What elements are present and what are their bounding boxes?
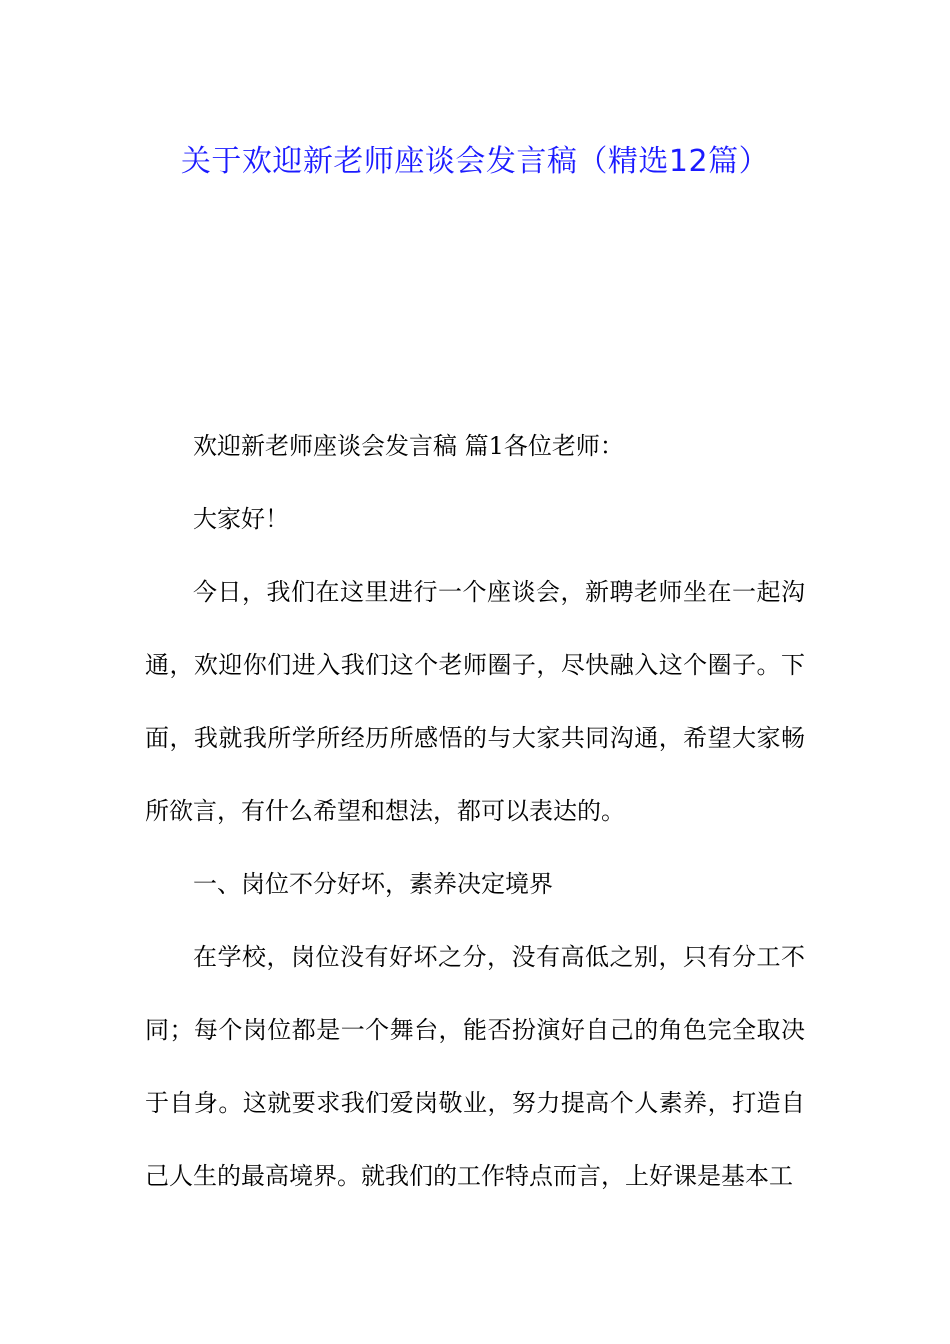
document-body xyxy=(145,410,805,1213)
paragraph-greeting: 大家好！ xyxy=(193,505,289,533)
paragraph-intro: 今日，我们在这里进行一个座谈会，新聘老师坐在一起沟通，欢迎你们进入我们这个老师圈子，尽快融入这个圈子。下面，我就我所学所经历所感悟的与大家共同沟通，希望大家畅所欲言，有什么希望和想法，都可以表达的。 xyxy=(145,578,805,825)
paragraph-section-1: 在学校，岗位没有好坏之分，没有高低之别，只有分工不同；每个岗位都是一个舞台，能否扮演好自己的角色完全取决于自身。这就要求我们爱岗敬业，努力提高个人素养，打造自己人生的最高境界。就我们的工作特点而言，上好课是基本工 xyxy=(145,943,805,1190)
document-title: 关于欢迎新老师座谈会发言稿（精选12篇） xyxy=(180,144,770,179)
paragraph-greeting-heading: 欢迎新老师座谈会发言稿 篇1各位老师： xyxy=(193,432,624,460)
section-heading-1: 一、岗位不分好坏，素养决定境界 xyxy=(193,870,553,898)
